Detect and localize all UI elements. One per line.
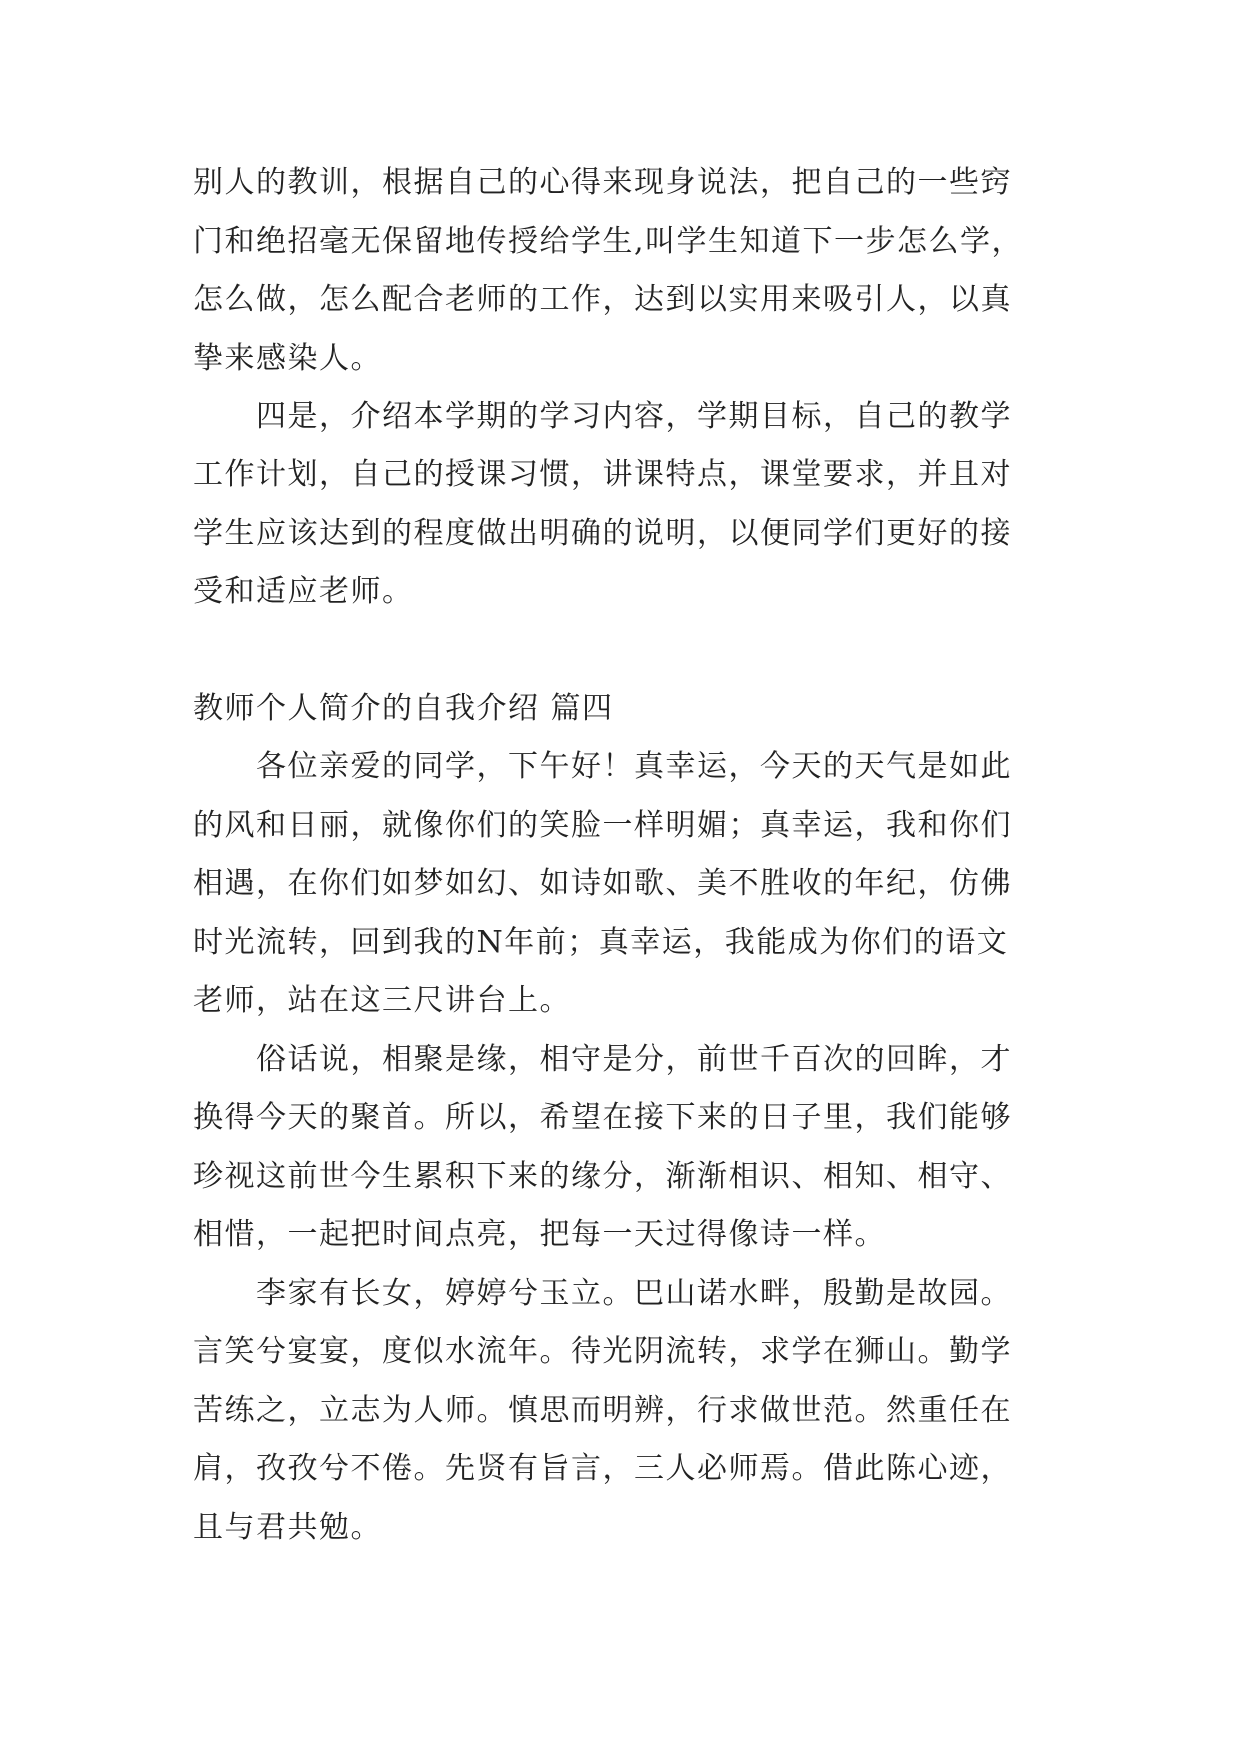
text-line: 工作计划，自己的授课习惯，讲课特点，课堂要求，并且对: [193, 457, 1012, 492]
text-line: 门和绝招毫无保留地传授给学生,叫学生知道下一步怎么学，: [193, 224, 1024, 259]
text-line: 俗话说，相聚是缘，相守是分，前世千百次的回眸，才: [256, 1042, 1012, 1077]
text-line: 时光流转，回到我的N年前；真幸运，我能成为你们的语文: [193, 925, 1009, 960]
text-line: 相遇，在你们如梦如幻、如诗如歌、美不胜收的年纪，仿佛: [193, 866, 1012, 901]
text-line: 学生应该达到的程度做出明确的说明，以便同学们更好的接: [193, 516, 1012, 551]
text-line: 珍视这前世今生累积下来的缘分，渐渐相识、相知、相守、: [193, 1159, 1012, 1194]
text-line: 各位亲爱的同学，下午好！真幸运，今天的天气是如此: [256, 749, 1012, 784]
text-line: 四是，介绍本学期的学习内容，学期目标，自己的教学: [256, 399, 1012, 434]
text-line: 的风和日丽，就像你们的笑脸一样明媚；真幸运，我和你们: [193, 808, 1012, 843]
text-line: 相惜，一起把时间点亮，把每一天过得像诗一样。: [193, 1217, 886, 1252]
text-line: 且与君共勉。: [193, 1510, 382, 1545]
text-line: 别人的教训，根据自己的心得来现身说法，把自己的一些窍: [193, 165, 1012, 200]
text-line: 李家有长女，婷婷兮玉立。巴山诺水畔，殷勤是故园。: [256, 1276, 1012, 1311]
text-line: 换得今天的聚首。所以，希望在接下来的日子里，我们能够: [193, 1100, 1012, 1135]
text-line: 肩，孜孜兮不倦。先贤有旨言，三人必师焉。借此陈心迹，: [193, 1451, 1012, 1486]
text-line: 言笑兮宴宴，度似水流年。待光阴流转，求学在狮山。勤学: [193, 1334, 1012, 1369]
text-line: 苦练之，立志为人师。慎思而明辨，行求做世范。然重任在: [193, 1393, 1012, 1428]
text-line: 老师，站在这三尺讲台上。: [193, 983, 571, 1018]
text-line: 受和适应老师。: [193, 574, 414, 609]
text-line: 挚来感染人。: [193, 341, 382, 376]
text-line: 怎么做，怎么配合老师的工作，达到以实用来吸引人，以真: [193, 282, 1012, 317]
section-heading: 教师个人简介的自我介绍 篇四: [193, 691, 614, 726]
